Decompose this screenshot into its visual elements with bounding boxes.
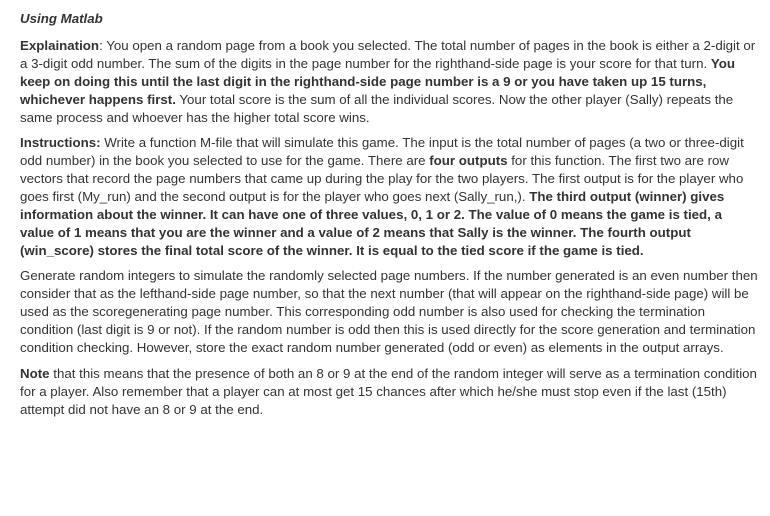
instructions-bold-outputs: four outputs <box>429 153 508 168</box>
instructions-label: Instructions: <box>20 135 101 150</box>
note-paragraph <box>20 365 758 419</box>
explanation-bold-rule: You keep on doing this until the last digit in the righthand-side page number is a 9 or you have taken up 15 turns, whichever happens first. <box>20 56 735 107</box>
instructions-paragraph <box>20 134 758 260</box>
explanation-text-1: You open a random page from a book you selected. The total number of pages in the book is either a 2-digit or a 3-digit odd number. The sum of the digits in the page number for the righthand-side page is your score for that turn. <box>20 38 756 71</box>
instructions-text-2: for this function. The first two are row vectors that record the page numbers that came up during the play for the two players. The first output is for the player who goes first (My_run) and the second output is for the player who goes next (Sally_run,). <box>20 153 744 204</box>
instructions-text-1: Write a function M-file that will simulate this game. The input is the total number of pages (a two or three-digit odd number) in the book you selected to use for the game. There are <box>20 135 744 168</box>
note-label: Note <box>20 366 50 381</box>
instructions-bold-winner: The third output (winner) gives information about the winner. It can have one of three values, 0, 1 or 2. The value of 0 means the game is tied, a value of 1 means that you are the winner and a value of 2 means that Sally is the winner. The fourth output (win_score) stores the final total score of the winner. It is equal to the tied score if the game is tied. <box>20 189 725 258</box>
explanation-label: Explaination <box>20 38 100 53</box>
document-title: Using Matlab <box>20 11 103 26</box>
note-text: that this means that the presence of both an 8 or 9 at the end of the random integer will serve as a termination condition for a player. Also remember that a player can at most get 15 chances after which he/she must stop even if the last (15th) attempt did not have an 8 or 9 at the end. <box>20 366 757 417</box>
explanation-text-2: Your total score is the sum of all the individual scores. Now the other player (Sally) repeats the same process and whoever has the higher total score wins. <box>20 92 734 125</box>
explanation-sep: : <box>99 38 107 53</box>
explanation-paragraph <box>20 37 758 127</box>
generate-paragraph: Generate random integers to simulate the randomly selected page numbers. If the number generated is an even number then consider that as the lefthand-side page number, so that the next number (that will appear on the righthand-side page) will be used as the scoregenerating page number. This corresponding odd number is also used for checking the termination condition (last digit is 9 or not). If the random number is odd then this is used directly for the score generation and termination condition checking. However, store the exact random number generated (odd or even) as elements in the output arrays. <box>20 268 758 355</box>
